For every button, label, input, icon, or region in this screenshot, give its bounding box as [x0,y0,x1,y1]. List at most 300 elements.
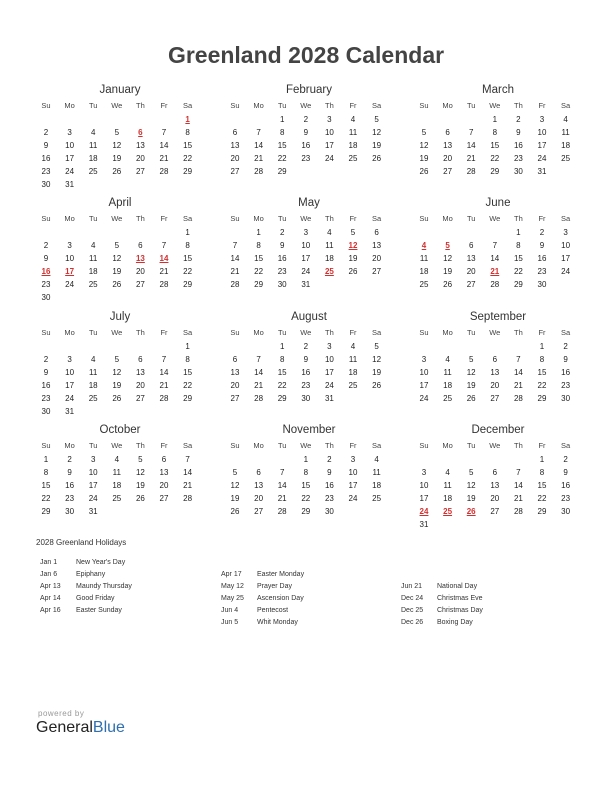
holiday-name: Epiphany [76,571,106,578]
day: 14 [466,141,476,150]
day: 15 [513,254,523,263]
holiday-name: Maundy Thursday [76,583,132,590]
day: 21 [159,154,169,163]
holiday-date: Apr 14 [40,595,61,602]
weekday-label: Sa [561,101,571,110]
month-name: October [99,424,141,436]
weekday-label: Tu [277,441,287,450]
day: 21 [513,494,523,503]
day: 26 [466,394,476,403]
day: 18 [419,267,429,276]
day: 28 [254,167,264,176]
weekday-label: Fr [538,441,546,450]
day: 23 [301,381,311,390]
day: 17 [301,254,311,263]
day: 23 [65,494,75,503]
day: 11 [325,241,334,250]
weekday-label: Sa [183,101,193,110]
day: 11 [89,368,98,377]
day: 9 [43,254,49,263]
weekday-label: Mo [442,101,453,110]
day: 12 [443,254,453,263]
day: 18 [443,494,453,503]
holiday-date: Apr 13 [40,583,61,590]
day: 25 [443,394,453,403]
holiday-date: Jun 4 [221,607,239,614]
day: 12 [466,368,476,377]
day: 3 [67,355,72,364]
day: 10 [561,241,571,250]
day: 22 [277,381,287,390]
weekday-label: Su [230,214,240,223]
weekday-label: Th [514,441,523,450]
day: 13 [372,241,382,250]
day: 1 [43,455,49,464]
day: 12 [112,368,122,377]
day: 3 [539,115,545,124]
day: 13 [490,481,500,490]
day: 26 [112,280,122,289]
day: 12 [112,254,122,263]
weekday-label: Su [419,214,429,223]
day: 5 [138,455,143,464]
day: 21 [183,481,193,490]
day: 8 [539,355,545,364]
day: 3 [67,241,72,250]
weekday-label: Mo [253,101,264,110]
day: 15 [490,141,500,150]
day: 17 [65,154,75,163]
day: 28 [159,394,169,403]
weekday-label: Su [41,214,51,223]
day: 24 [65,280,75,289]
day: 9 [303,355,309,364]
weekday-label: We [489,214,501,223]
day: 2 [303,342,309,351]
day: 5 [421,128,427,137]
month-name: June [485,197,511,209]
day: 28 [466,167,476,176]
day: 18 [372,481,382,490]
day: 14 [513,368,523,377]
day: 10 [419,481,429,490]
day: 3 [327,342,332,351]
day: 2 [303,115,309,124]
day: 24 [419,394,429,403]
weekday-label: We [300,214,312,223]
day: 1 [539,455,545,464]
day: 6 [138,241,143,250]
day: 15 [277,141,287,150]
day: 7 [161,355,167,364]
day: 18 [348,368,358,377]
day: 4 [445,468,450,477]
day: 9 [67,468,72,477]
day: 20 [443,154,453,163]
weekday-label: Tu [277,328,287,337]
day: 6 [468,241,474,250]
day: 3 [327,115,332,124]
day: 17 [65,381,75,390]
day: 4 [90,355,96,364]
day: 26 [112,394,122,403]
day: 31 [65,407,75,416]
day: 7 [185,455,190,464]
day: 18 [88,154,98,163]
day: 12 [135,468,145,477]
day: 9 [43,141,49,150]
day: 5 [468,355,474,364]
day: 16 [513,141,523,150]
day: 13 [135,368,145,377]
day: 31 [88,507,98,516]
day: 6 [445,128,450,137]
day: 14 [254,141,264,150]
month-name: May [298,197,320,209]
weekday-label: Mo [442,441,453,450]
day: 20 [135,381,145,390]
day: 25 [561,154,571,163]
day: 21 [466,154,476,163]
day: 6 [138,355,143,364]
weekday-label: Tu [466,441,476,450]
weekday-label: Th [325,101,334,110]
day: 13 [254,481,264,490]
day: 9 [327,468,332,477]
day: 19 [348,254,358,263]
day: 19 [112,381,122,390]
weekday-label: Fr [349,101,357,110]
weekday-label: Su [230,101,240,110]
day: 21 [254,381,264,390]
holiday-name: Ascension Day [257,595,304,602]
day: 21 [159,267,169,276]
month-name: January [99,84,141,96]
day: 28 [513,507,523,516]
holiday-day: 24 [419,507,429,516]
day: 30 [65,507,75,516]
day: 11 [443,481,452,490]
holiday-name: Prayer Day [257,583,293,590]
day: 17 [561,254,571,263]
day: 3 [421,355,427,364]
day: 22 [537,381,547,390]
day: 13 [159,468,169,477]
holidays-title: 2028 Greenland Holidays [36,538,127,547]
day: 13 [230,141,240,150]
day: 6 [492,355,498,364]
day: 20 [254,494,264,503]
day: 26 [135,494,145,503]
day: 20 [159,481,169,490]
day: 6 [492,468,498,477]
day: 15 [183,141,193,150]
weekday-label: Su [419,101,429,110]
weekday-label: We [111,441,123,450]
day: 4 [114,455,120,464]
day: 20 [135,154,145,163]
weekday-label: Th [325,441,334,450]
day: 18 [88,267,98,276]
day: 8 [539,468,545,477]
day: 11 [89,254,98,263]
day: 11 [348,128,358,137]
day: 31 [65,180,75,189]
day: 5 [374,342,379,351]
weekday-label: Fr [538,101,546,110]
day: 8 [185,128,190,137]
day: 8 [256,241,261,250]
day: 20 [135,267,145,276]
day: 13 [230,368,240,377]
weekday-label: Th [136,101,145,110]
day: 16 [41,381,51,390]
day: 12 [230,481,240,490]
day: 16 [561,368,571,377]
holiday-date: Jan 1 [40,559,58,566]
day: 8 [303,468,309,477]
day: 18 [443,381,453,390]
day: 22 [513,267,523,276]
day: 9 [303,128,309,137]
day: 26 [372,381,382,390]
day: 29 [41,507,51,516]
weekday-label: Tu [88,101,98,110]
day: 3 [421,468,427,477]
day: 19 [135,481,145,490]
weekday-label: Sa [183,328,193,337]
day: 24 [324,381,334,390]
holiday-day: 25 [324,267,334,276]
day: 18 [348,141,358,150]
weekday-label: Mo [253,441,264,450]
day: 31 [537,167,547,176]
day: 21 [513,381,523,390]
day: 2 [279,228,285,237]
day: 20 [490,381,500,390]
day: 29 [183,394,193,403]
day: 3 [90,455,96,464]
day: 28 [513,394,523,403]
holiday-name: Boxing Day [437,619,473,626]
day: 25 [88,280,98,289]
day: 19 [466,381,476,390]
day: 8 [185,241,190,250]
holiday-day: 14 [159,254,169,263]
day: 4 [350,342,356,351]
holiday-date: Jan 6 [40,571,58,578]
day: 19 [230,494,240,503]
day: 10 [301,241,311,250]
weekday-label: Tu [88,441,98,450]
weekday-label: We [489,328,501,337]
day: 30 [537,280,547,289]
day: 10 [88,468,98,477]
holiday-name: Christmas Day [437,607,483,614]
holiday-day: 6 [138,128,143,137]
day: 3 [563,228,568,237]
weekday-label: We [300,441,312,450]
day: 8 [43,468,49,477]
day: 27 [230,167,240,176]
day: 25 [88,167,98,176]
day: 20 [230,381,240,390]
day: 19 [112,267,122,276]
weekday-label: Sa [372,328,382,337]
day: 19 [372,141,382,150]
day: 16 [537,254,547,263]
day: 27 [443,167,453,176]
day: 9 [539,241,545,250]
day: 11 [348,355,358,364]
holiday-name: Pentecost [257,607,289,614]
day: 23 [324,494,334,503]
holiday-day: 5 [445,241,450,250]
month-name: February [285,84,333,96]
day: 10 [324,355,334,364]
day: 25 [372,494,382,503]
holiday-day: 25 [443,507,453,516]
weekday-label: Tu [466,101,476,110]
day: 5 [232,468,238,477]
day: 30 [41,180,51,189]
weekday-label: We [111,328,123,337]
day: 24 [561,267,571,276]
day: 26 [443,280,453,289]
day: 28 [254,394,264,403]
day: 1 [279,115,285,124]
day: 25 [419,280,429,289]
day: 21 [230,267,240,276]
day: 24 [65,394,75,403]
day: 5 [114,241,120,250]
day: 2 [43,128,49,137]
weekday-label: Mo [442,214,453,223]
weekday-label: Fr [538,214,546,223]
day: 20 [490,494,500,503]
day: 1 [185,228,190,237]
weekday-label: Mo [442,328,453,337]
month-name: November [282,424,336,436]
day: 8 [492,128,498,137]
day: 27 [135,394,145,403]
day: 29 [254,280,264,289]
day: 7 [516,355,521,364]
day: 1 [539,342,545,351]
day: 19 [466,494,476,503]
day: 21 [277,494,287,503]
holiday-name: New Year's Day [76,559,126,566]
day: 2 [539,228,545,237]
day: 26 [372,154,382,163]
day: 11 [443,368,452,377]
month-name: August [291,311,327,323]
day: 22 [277,154,287,163]
day: 5 [374,115,379,124]
day: 3 [303,228,309,237]
weekday-label: Mo [253,328,264,337]
weekday-label: We [111,214,123,223]
day: 19 [443,267,453,276]
day: 15 [183,368,193,377]
day: 20 [466,267,476,276]
day: 9 [516,128,521,137]
day: 8 [279,355,285,364]
day: 2 [43,355,49,364]
day: 18 [324,254,334,263]
day: 20 [230,154,240,163]
day: 23 [513,154,523,163]
day: 17 [324,368,334,377]
day: 25 [348,154,358,163]
holiday-date: Dec 25 [401,607,424,614]
day: 27 [466,280,476,289]
day: 4 [374,455,379,464]
day: 17 [419,381,429,390]
day: 10 [348,468,358,477]
day: 23 [41,280,51,289]
day: 1 [516,228,521,237]
weekday-label: Su [41,441,51,450]
day: 21 [254,154,264,163]
day: 27 [490,394,500,403]
day: 14 [230,254,240,263]
day: 6 [161,455,167,464]
day: 17 [419,494,429,503]
holiday-date: May 25 [221,595,244,602]
day: 15 [183,254,193,263]
day: 14 [183,468,193,477]
day: 30 [41,407,51,416]
day: 18 [561,141,571,150]
day: 4 [90,241,96,250]
day: 26 [112,167,122,176]
day: 29 [537,507,547,516]
weekday-label: Mo [253,214,264,223]
weekday-label: Sa [561,441,571,450]
weekday-label: Fr [349,214,357,223]
month-name: December [471,424,525,436]
weekday-label: Mo [64,214,75,223]
month-name: April [108,197,132,209]
day: 20 [372,254,382,263]
day: 29 [513,280,523,289]
day: 5 [350,228,356,237]
weekday-label: We [300,101,312,110]
day: 31 [419,520,429,529]
day: 23 [301,154,311,163]
day: 1 [185,342,190,351]
weekday-label: Th [514,214,523,223]
day: 16 [561,481,571,490]
day: 22 [254,267,264,276]
day: 2 [327,455,332,464]
weekday-label: Sa [561,328,571,337]
day: 23 [561,494,571,503]
weekday-label: Tu [277,214,287,223]
day: 5 [114,128,120,137]
day: 1 [303,455,309,464]
day: 25 [88,394,98,403]
month-name: July [109,311,131,323]
weekday-label: Th [514,328,523,337]
day: 26 [348,267,358,276]
day: 14 [159,368,169,377]
day: 12 [466,481,476,490]
day: 29 [301,507,311,516]
weekday-label: Tu [88,328,98,337]
day: 4 [90,128,96,137]
